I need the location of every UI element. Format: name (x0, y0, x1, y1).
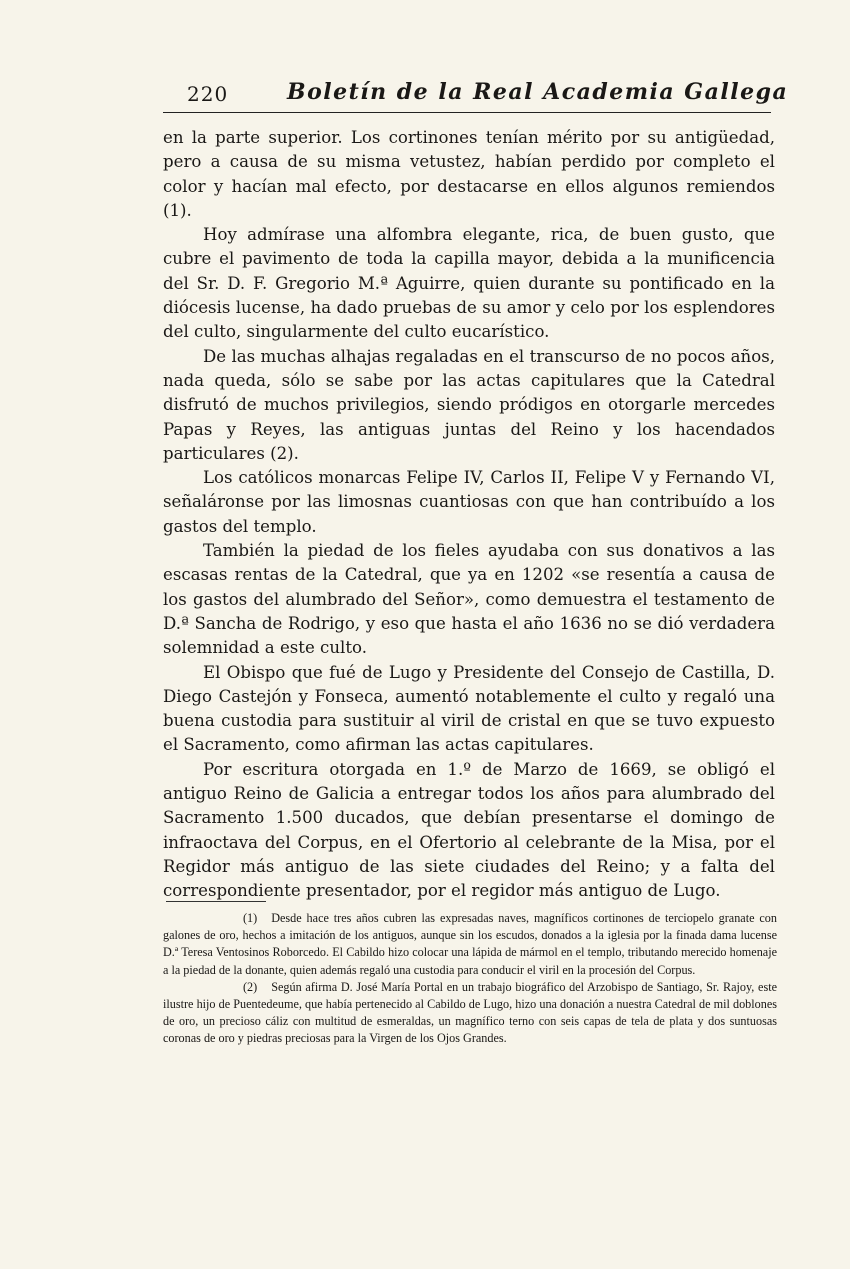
main-text (163, 126, 775, 904)
paragraph: Los católicos monarcas Felipe IV, Carlos II, Felipe V y Fernando VI, señaláronse por las limosnas cuantiosas con que han contribuído a los gastos del templo. (163, 468, 775, 536)
paragraph: De las muchas alhajas regaladas en el transcurso de no pocos años, nada queda, sólo se sabe por las actas capitulares que la Catedral disfrutó de muchos privilegios, siendo pródigos en otorgarle mercedes Papas y Reyes, las antiguas juntas del Reino y los hacendados particulares (2). (163, 346, 775, 463)
paragraph: Hoy admírase una alfombra elegante, rica, de buen gusto, que cubre el pavimento de toda la capilla mayor, debida a la munificencia del Sr. D. F. Gregorio M.ª Aguirre, quien durante su pontificado en la diócesis lucense, ha dado pruebas de su amor y celo por los esplendores del culto, singularmente del culto eucarístico. (163, 225, 775, 342)
footnote-text: Desde hace tres años cubren las expresadas naves, magníficos cortinones de terciopelo granate con galones de oro, hechos a imitación de los antiguos, aunque sin los escudos, donados a la iglesia por la finada dama lucense D.ª Teresa Ventosinos Roborcedo. El Cabildo hizo colocar una lápida de mármol en el templo, tributando merecido homenaje a la piedad de la donante, quien además regaló una custodia para conducir el viril en la procesión del Corpus. (163, 911, 777, 977)
footnote (163, 910, 777, 979)
footnote-text: Según afirma D. José María Portal en un trabajo biográfico del Arzobispo de Santiago, Sr. Rajoy, este ilustre hijo de Puentedeume, que había pertenecido al Cabildo de Lugo, hizo una donación a nuestra Catedral de mil doblones de oro, un precioso cáliz con multitud de esmeraldas, un magnífico terno con seis capas de tela de plata y dos suntuosas coronas de oro y piedras preciosas para la Virgen de los Ojos Grandes. (163, 979, 777, 1046)
footnote-mark: (1) (243, 911, 258, 925)
paragraph: Por escritura otorgada en 1.º de Marzo de 1669, se obligó el antiguo Reino de Galicia a entregar todos los años para alumbrado del Sacramento 1.500 ducados, que debían presentarse el domingo de infraoctava del Corpus, en el Ofertorio al celebrante de la Misa, por el Regidor más antiguo de las siete ciudades del Reino; y a falta del correspondiente presentador, por el regidor más antiguo de Lugo. (163, 759, 775, 901)
paragraph: en la parte superior. Los cortinones tenían mérito por su antigüedad, pero a causa de su misma vetustez, habían perdido por completo el color y hacían mal efecto, por destacarse en ellos algunos remiendos (1). (163, 128, 775, 220)
paragraph: También la piedad de los fieles ayudaba con sus donativos a las escasas rentas de la Catedral, que ya en 1202 «se resentía a causa de los gastos del alumbrado del Señor», como demuestra el testamento de D.ª Sancha de Rodrigo, y eso que hasta el año 1636 no se dió verdadera solemnidad a este culto. (163, 541, 775, 658)
page-header (163, 76, 789, 113)
running-title: Boletín de la Real Academia Gallega (287, 79, 789, 105)
footnote-divider (166, 901, 266, 902)
page-number: 220 (187, 82, 229, 106)
footnotes (163, 910, 777, 1048)
paragraph: El Obispo que fué de Lugo y Presidente del Consejo de Castilla, D. Diego Castejón y Fonseca, aumentó notablemente el culto y regaló una buena custodia para sustituir al viril de cristal en que se tuvo expuesto el Sacramento, como afirman las actas capitulares. (163, 662, 775, 755)
footnote-mark: (2) (243, 979, 258, 994)
footnote (163, 979, 777, 1048)
